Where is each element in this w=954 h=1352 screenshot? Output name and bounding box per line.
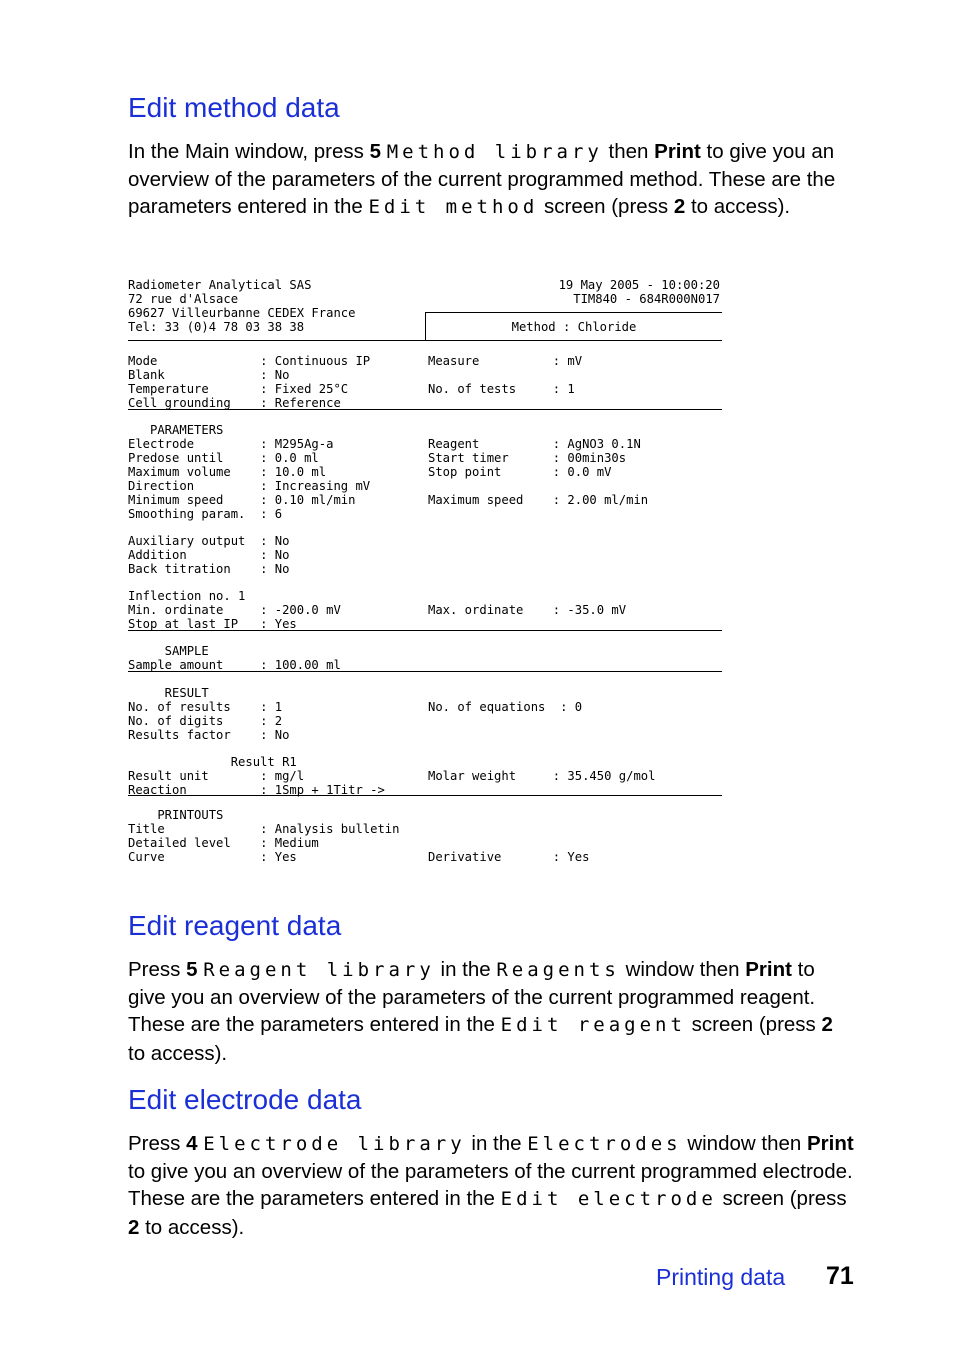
heading-edit-reagent-data: Edit reagent data <box>128 910 342 941</box>
printout-row: Title : Analysis bulletin <box>128 822 400 836</box>
printout-row: Maximum volume : 10.0 ml <box>128 465 327 479</box>
printout-row: Results factor : No <box>128 728 290 742</box>
printout-row: Reaction : 1Smp + 1Titr -> <box>128 783 385 797</box>
printout-row: SAMPLE <box>128 644 209 658</box>
method-printout <box>128 278 722 868</box>
printout-row: Measure : mV <box>428 354 583 368</box>
company-line-1: Radiometer Analytical SAS <box>128 278 312 292</box>
printout-row: Direction : Increasing mV <box>128 479 371 493</box>
heading-edit-electrode-data: Edit electrode data <box>128 1084 362 1115</box>
paragraph-edit-reagent: Press 5 Reagent library in the Reagents window then Print to give you an overview of the parameters of the current programmed reagent. These are the parameters entered in the Edit reagent screen (press 2 to access). <box>128 958 833 1065</box>
printout-row: Result R1 <box>128 755 297 769</box>
divider <box>128 340 722 341</box>
footer-section-label: Printing data <box>656 1264 786 1290</box>
company-line-4: Tel: 33 (0)4 78 03 38 38 <box>128 320 305 334</box>
method-name-box: Method : Chloride <box>425 312 722 341</box>
printout-row: Cell grounding : Reference <box>128 396 341 410</box>
printout-row: Auxiliary output : No <box>128 534 290 548</box>
printout-row: Curve : Yes <box>128 850 297 864</box>
printout-row: Result unit : mg/l <box>128 769 305 783</box>
printout-row: Electrode : M295Ag-a <box>128 437 334 451</box>
paragraph-edit-electrode: Press 4 Electrode library in the Electrodes window then Print to give you an overview of the parameters of the current programmed electrode. These are the parameters entered in the Edit electrode screen (press 2 to access). <box>128 1132 854 1239</box>
company-line-2: 72 rue d'Alsace <box>128 292 239 306</box>
printout-row: Temperature : Fixed 25°C <box>128 382 349 396</box>
printout-instrument: TIM840 - 684R000N017 <box>573 292 720 306</box>
printout-row: No. of tests : 1 <box>428 382 575 396</box>
printout-row: Max. ordinate : -35.0 mV <box>428 603 627 617</box>
printout-row: Inflection no. 1 <box>128 589 246 603</box>
printout-row: RESULT <box>128 686 209 700</box>
printout-row: Detailed level : Medium <box>128 836 319 850</box>
paragraph-edit-method: In the Main window, press 5 Method library then Print to give you an overview of the parameters of the current programmed method. These are the parameters entered in the Edit method screen (press 2 to access). <box>128 140 836 219</box>
printout-row: No. of results : 1 <box>128 700 283 714</box>
heading-edit-method-data: Edit method data <box>128 92 340 123</box>
printout-row: Smoothing param. : 6 <box>128 507 283 521</box>
printout-row: PRINTOUTS <box>128 808 224 822</box>
printout-row: Sample amount : 100.00 ml <box>128 658 341 672</box>
printout-row: Minimum speed : 0.10 ml/min <box>128 493 356 507</box>
printout-row: No. of digits : 2 <box>128 714 283 728</box>
printout-row: Reagent : AgNO3 0.1N <box>428 437 641 451</box>
printout-row: Start timer : 00min30s <box>428 451 627 465</box>
printout-row: Molar weight : 35.450 g/mol <box>428 769 656 783</box>
printout-datetime: 19 May 2005 - 10:00:20 <box>558 278 720 292</box>
printout-row: Back titration : No <box>128 562 290 576</box>
printout-row: Min. ordinate : -200.0 mV <box>128 603 341 617</box>
printout-row: Predose until : 0.0 ml <box>128 451 319 465</box>
printout-row: Maximum speed : 2.00 ml/min <box>428 493 649 507</box>
printout-row: No. of equations : 0 <box>428 700 583 714</box>
printout-row: Mode : Continuous IP <box>128 354 371 368</box>
printout-row: Stop point : 0.0 mV <box>428 465 612 479</box>
company-line-3: 69627 Villeurbanne CEDEX France <box>128 306 356 320</box>
printout-row: Addition : No <box>128 548 290 562</box>
printout-row: Stop at last IP : Yes <box>128 617 297 631</box>
page-number: 71 <box>826 1262 854 1290</box>
printout-row: PARAMETERS <box>128 423 224 437</box>
printout-row: Derivative : Yes <box>428 850 590 864</box>
printout-row: Blank : No <box>128 368 290 382</box>
